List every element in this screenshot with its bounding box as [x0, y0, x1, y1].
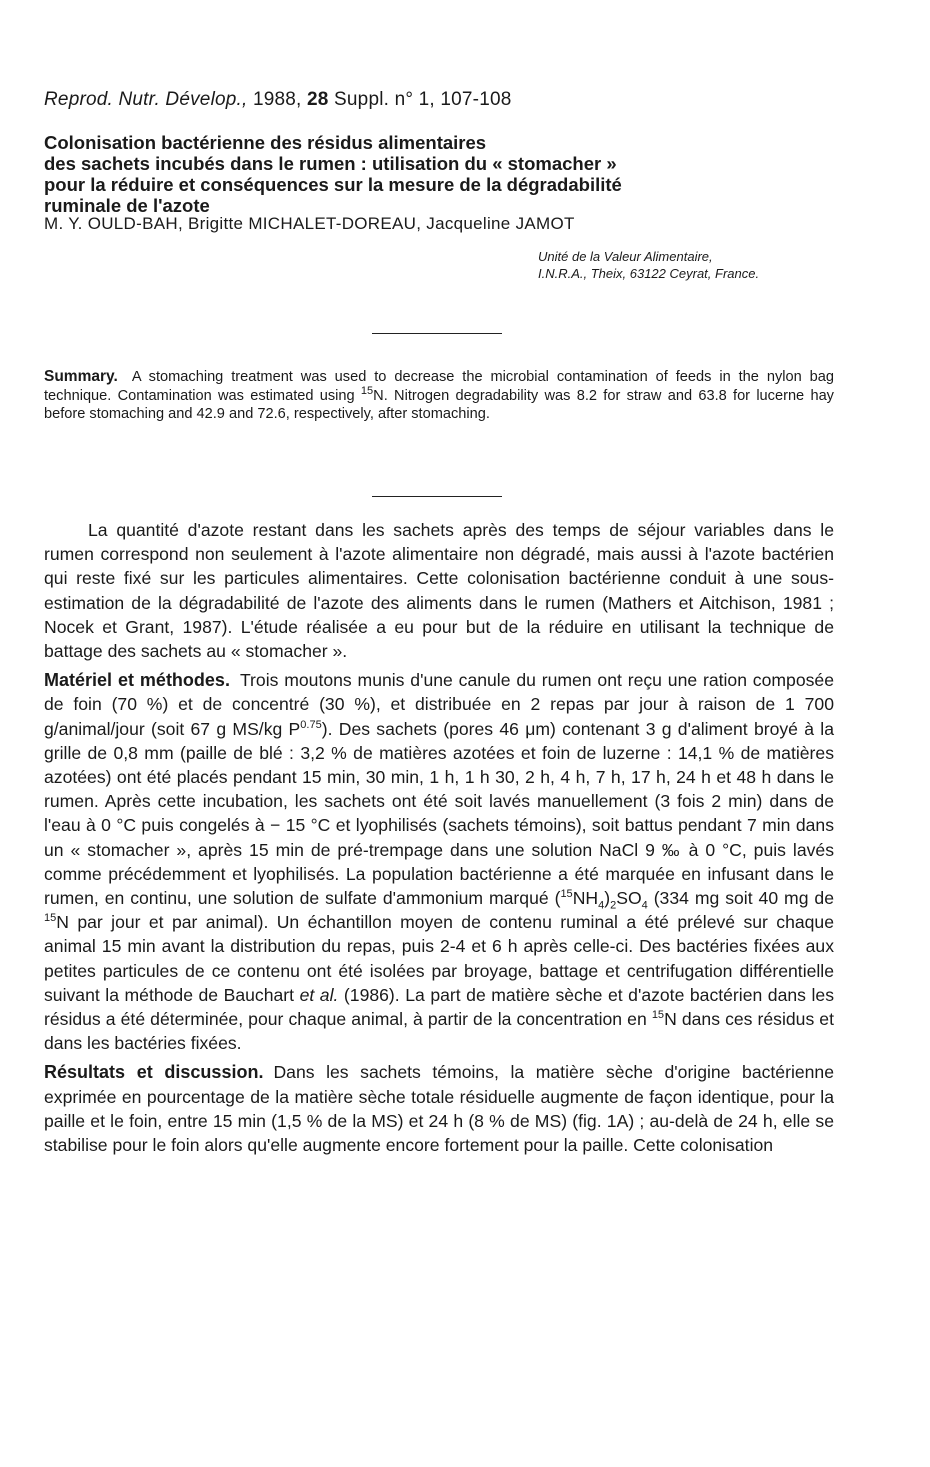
- subscript: 4: [598, 899, 605, 912]
- superscript: 15: [360, 384, 374, 397]
- article-body: [44, 518, 834, 1162]
- article-title: [44, 132, 894, 216]
- intro-paragraph: La quantité d'azote restant dans les sachets après des temps de séjour variables dans le rumen correspond non seulement à l'azote alimentaire non dégradé, mais aussi à l'azote bactérien qui reste fixé sur les particules alimentaires. Cette colonisation bactérienne conduit à une sous-estimation de la dégradabilité de l'azote des aliments dans le rumen (Mathers et Aitchison, 1981 ; Nocek et Grant, 1987). L'étude réalisée a eu pour but de la réduire en utilisant la technique de battage des sachets au « stomacher ».: [44, 520, 834, 662]
- superscript: 15: [560, 888, 573, 901]
- author-list: M. Y. OULD-BAH, Brigitte MICHALET-DOREAU, Jacqueline JAMOT: [44, 214, 575, 233]
- body-text: (334 mg soit 40 mg de: [647, 888, 834, 909]
- separator-rule: [372, 496, 502, 497]
- body-text: ): [604, 888, 611, 909]
- citation-etal: et al.: [299, 984, 339, 1005]
- superscript: 15: [44, 912, 57, 925]
- affiliation-line: Unité de la Valeur Alimentaire,: [538, 249, 713, 264]
- section-heading-results: Résultats et discussion.: [44, 1062, 264, 1083]
- body-text: NH: [572, 888, 599, 909]
- superscript: 0.75: [300, 718, 322, 731]
- affiliation: [538, 248, 759, 282]
- body-text: (1986). La part de matière sèche et d'azote bactérien dans les résidus a été déterminée, pour chaque animal, à partir de la concentration en: [44, 984, 834, 1030]
- title-line: pour la réduire et conséquences sur la mesure de la dégradabilité: [44, 174, 622, 195]
- title-line: des sachets incubés dans le rumen : utilisation du « stomacher »: [44, 153, 617, 174]
- body-text: N par jour et par animal). Un échantillon moyen de contenu ruminal a été prélevé sur chaque animal 15 min avant la distribution du repas, puis 2-4 et 6 h après celle-ci. Des bactéries fixées aux petites particules de ce contenu ont été isolées par broyage, battage et centrifugation différentielle suivant la méthode de Bauchart: [44, 912, 834, 1005]
- journal-year: 1988,: [252, 89, 302, 110]
- journal-issue: Suppl. n° 1, 107-108: [334, 89, 512, 110]
- summary-text: N. Nitrogen degradability was 8.2 for straw and 63.8 for lucerne hay before stomaching and 42.9 and 72.6, respectively, after stomaching.: [44, 387, 834, 422]
- subscript: 2: [610, 899, 617, 912]
- section-heading-methods: Matériel et méthodes.: [44, 670, 230, 691]
- results-paragraph: [44, 1060, 834, 1157]
- superscript: 15: [651, 1009, 665, 1022]
- body-text: ). Des sachets (pores 46 μm) contenant 3 g d'aliment broyé à la grille de 0,8 mm (paille de blé : 3,2 % de matières azotées et foin de luzerne : 14,1 % de matières azotées) ont été placés pendant 15 min, 30 min, 1 h, 1 h 30, 2 h, 4 h, 7 h, 17 h, 24 h et 48 h dans le rumen. Après cette incubation, les sachets ont été soit lavés manuellement (3 fois 2 min) dans de l'eau à 0 °C puis congelés à − 15 °C et lyophilisés (sachets témoins), soit battus pendant 7 min dans un « stomacher », après 15 min de pré-trempage dans une solution NaCl 9 ‰ à 0 °C, puis lavés comme précédemment et lyophilisés. La population bactérienne a été marquée en infusant dans le rumen, en continu, une solution de sulfate d'ammonium marqué (: [44, 718, 834, 909]
- summary-text: A stomaching treatment was used to decrease the microbial contamination of feeds in the nylon bag technique. Contamination was estimated using: [44, 369, 834, 404]
- summary-block: [44, 368, 834, 424]
- methods-paragraph: [44, 668, 834, 1055]
- subscript: 4: [641, 899, 648, 912]
- title-line: ruminale de l'azote: [44, 195, 210, 216]
- body-text: Dans les sachets témoins, la matière sèche d'origine bactérienne exprimée en pourcentage de la matière sèche totale résiduelle augmente de façon identique, pour la paille et le foin, entre 15 min (1,5 % de la MS) et 24 h (8 % de MS) (fig. 1A) ; au-delà de 24 h, elle se stabilise pour le foin alors qu'elle augmente encore fortement pour la paille. Cette colonisation: [44, 1062, 834, 1156]
- body-text: Trois moutons munis d'une canule du rumen ont reçu une ration composée de foin (70 %) et de concentré (30 %), et distribuée en 2 repas par jour à raison de 1 700 g/animal/jour (soit 67 g MS/kg P: [44, 670, 834, 739]
- summary-label: Summary.: [44, 368, 118, 385]
- journal-volume: 28: [307, 89, 329, 110]
- body-text: N dans ces résidus et dans les bactéries fixées.: [44, 1009, 834, 1054]
- body-text: SO: [616, 888, 642, 909]
- title-line: Colonisation bactérienne des résidus alimentaires: [44, 132, 487, 153]
- journal-name: Reprod. Nutr. Dévelop.,: [44, 89, 248, 110]
- separator-rule: [372, 333, 502, 334]
- affiliation-line: I.N.R.A., Theix, 63122 Ceyrat, France.: [538, 266, 760, 281]
- journal-citation: [44, 89, 512, 111]
